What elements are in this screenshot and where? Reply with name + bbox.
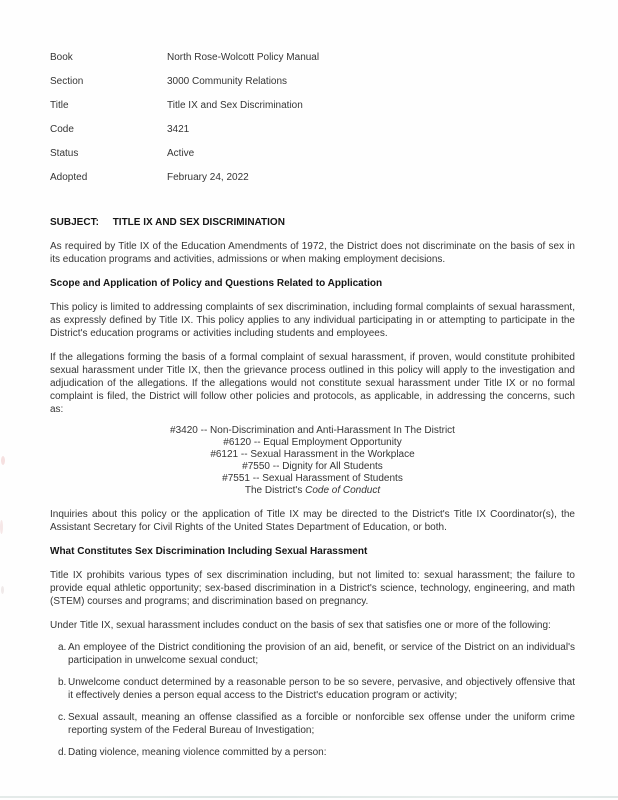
- document-meta-block: [50, 51, 575, 195]
- meta-value: 3421: [167, 124, 190, 135]
- definition-paragraph-1: Title IX prohibits various types of sex discrimination including, but not limited to: sexual harassment; the failure to provide equal athletic opportunity; sex-based discrimination in a District's science, technology, engineering, and math (STEM) courses and programs; and discrimination based on pregnancy.: [50, 570, 575, 607]
- item-text: Sexual assault, meaning an offense classified as a forcible or nonforcible sex offense under the uniform crime reporting system of the Federal Bureau of Investigation;: [68, 712, 575, 736]
- policy-reference: #3420 -- Non-Discrimination and Anti-Harassment In The District: [170, 425, 455, 436]
- item-text: Unwelcome conduct determined by a reasonable person to be so severe, pervasive, and objectively offensive that it effectively denies a person equal access to the District's education program or activity;: [68, 677, 575, 701]
- meta-value: 3000 Community Relations: [167, 76, 288, 87]
- meta-row-title: [50, 99, 575, 123]
- policy-reference: #6120 -- Equal Employment Opportunity: [223, 437, 402, 448]
- policy-reference-code-of-conduct: [50, 485, 575, 497]
- meta-label: Section: [50, 76, 84, 87]
- code-of-conduct-prefix: The District's: [244, 485, 306, 496]
- meta-value: February 24, 2022: [167, 172, 249, 183]
- scope-paragraph-1: This policy is limited to addressing complaints of sex discrimination, including formal complaints of sexual harassment, as expressly defined by Title IX. This policy applies to any individual participating in or attempting to participate in the District's education programs or activities including students and employees.: [50, 302, 575, 339]
- policy-reference: #6121 -- Sexual Harassment in the Workplace: [210, 449, 415, 460]
- harassment-criteria-list: [50, 641, 575, 759]
- item-marker: b.: [58, 677, 67, 688]
- meta-label: Title: [50, 100, 69, 111]
- intro-paragraph: As required by Title IX of the Education Amendments of 1972, the District does not discriminate on the basis of sex in its education programs and activities, admissions or when making employment decisions.: [50, 241, 575, 265]
- list-item-d: [50, 746, 575, 759]
- definition-paragraph-2: Under Title IX, sexual harassment includes conduct on the basis of sex that satisfies one or more of the following:: [50, 620, 551, 631]
- subject-label: SUBJECT:: [50, 217, 99, 228]
- item-marker: d.: [58, 747, 67, 758]
- meta-row-section: [50, 75, 575, 99]
- document-content: [50, 51, 575, 759]
- meta-label: Adopted: [50, 172, 88, 183]
- item-text: Dating violence, meaning violence committed by a person:: [68, 747, 327, 758]
- scan-artifact: [0, 520, 3, 534]
- scan-edge-line: [0, 796, 618, 798]
- item-marker: c.: [58, 712, 66, 723]
- item-text: An employee of the District conditioning the provision of an aid, benefit, or service of the District on an individual's participation in unwelcome sexual conduct;: [68, 642, 575, 666]
- list-item-b: [50, 676, 575, 702]
- policy-reference: #7550 -- Dignity for All Students: [242, 461, 383, 472]
- list-item-c: [50, 711, 575, 737]
- meta-label: Book: [50, 52, 73, 63]
- code-of-conduct-title: Code of Conduct: [305, 485, 381, 496]
- meta-value: North Rose-Wolcott Policy Manual: [167, 52, 320, 63]
- scope-section-heading: Scope and Application of Policy and Questions Related to Application: [50, 278, 383, 289]
- meta-value: Title IX and Sex Discrimination: [167, 100, 303, 111]
- meta-row-adopted: [50, 171, 575, 195]
- scope-paragraph-2: If the allegations forming the basis of a formal complaint of sexual harassment, if proven, would constitute prohibited sexual harassment under Title IX, then the grievance process outlined in this policy will apply to the investigation and adjudication of the allegations. If the allegations would not constitute sexual harassment under Title IX or no formal complaint is filed, the District will follow other policies and protocols, as applicable, in addressing the concerns, such as:: [50, 352, 575, 415]
- scan-artifact: [1, 456, 5, 465]
- meta-row-book: [50, 51, 575, 75]
- inquiries-paragraph: Inquiries about this policy or the application of Title IX may be directed to the District's Title IX Coordinator(s), the Assistant Secretary for Civil Rights of the United States Department of Education, or both.: [50, 509, 575, 533]
- meta-label: Status: [50, 148, 79, 159]
- subject-title: TITLE IX AND SEX DISCRIMINATION: [112, 217, 285, 228]
- meta-value: Active: [167, 148, 195, 159]
- meta-row-code: [50, 123, 575, 147]
- meta-label: Code: [50, 124, 74, 135]
- list-item-a: [50, 641, 575, 667]
- definition-section-heading: What Constitutes Sex Discrimination Including Sexual Harassment: [50, 546, 368, 557]
- policy-reference-list: [50, 425, 575, 497]
- meta-row-status: [50, 147, 575, 171]
- policy-reference: #7551 -- Sexual Harassment of Students: [222, 473, 403, 484]
- subject-heading: [50, 216, 575, 229]
- item-marker: a.: [58, 642, 67, 653]
- scan-artifact: [1, 586, 4, 594]
